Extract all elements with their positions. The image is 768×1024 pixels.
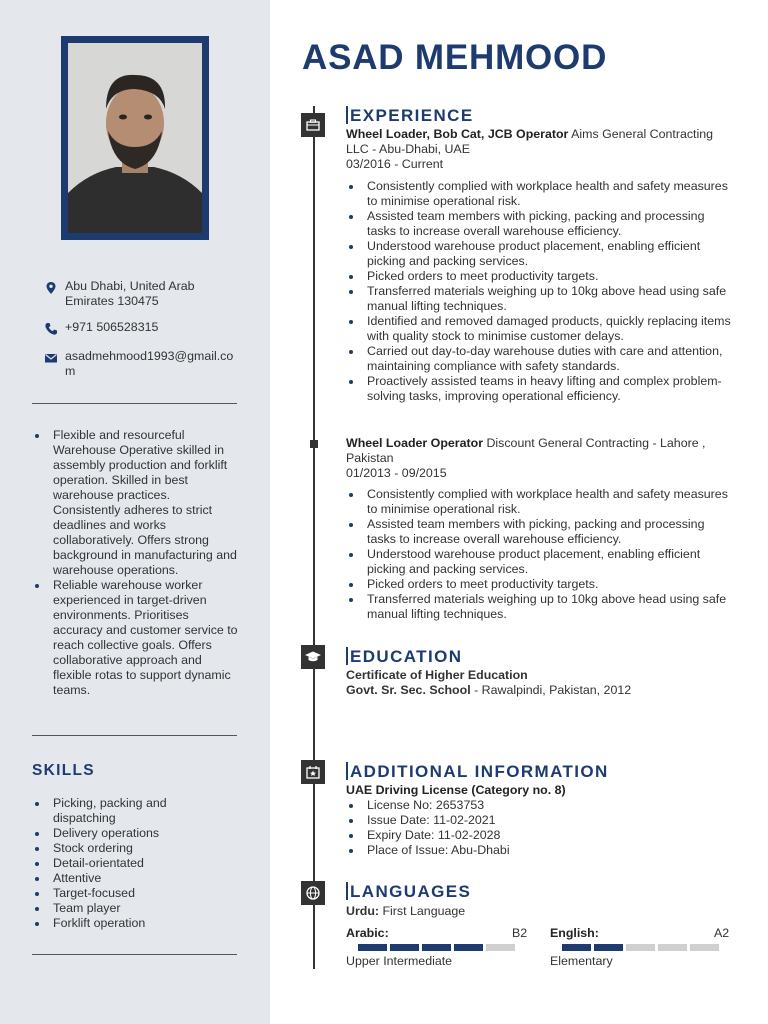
native-language-name: Urdu:: [346, 904, 380, 918]
job-entry-2: [346, 436, 706, 481]
sidebar-divider: [32, 735, 237, 736]
timeline-line: [313, 106, 315, 969]
summary-item: Flexible and resourceful Warehouse Operative skilled in assembly production and forklift operation. Skilled in best warehouse practices. Consistently adheres to strict deadlines and works collaboratively. Offers strong background in manufacturing and warehouse operations.: [32, 428, 240, 578]
language-name-arabic: Arabic:: [346, 926, 389, 940]
job-dates: 03/2016 - Current: [346, 157, 444, 171]
skill-item: Forklift operation: [32, 916, 222, 931]
timeline-marker: [310, 440, 318, 448]
duty-item: Understood warehouse product placement, enabling efficient picking and packing services.: [346, 547, 731, 577]
skill-item: Attentive: [32, 871, 222, 886]
languages-heading: LANGUAGES: [346, 882, 471, 902]
job-dates: 01/2013 - 09/2015: [346, 466, 447, 480]
license-detail-item: License No: 2653753: [346, 798, 646, 813]
skills-heading: SKILLS: [32, 762, 95, 779]
skill-item: Target-focused: [32, 886, 222, 901]
language-meter-segment: [486, 944, 515, 951]
native-language: [346, 904, 726, 919]
language-meter-arabic: [358, 944, 515, 951]
native-language-level: First Language: [379, 904, 466, 918]
license-detail-item: Issue Date: 11-02-2021: [346, 813, 646, 828]
email-text[interactable]: asadmehmood1993@gmail.com: [65, 349, 234, 378]
job-company: Discount General Contracting - Lahore , Pakistan: [346, 436, 706, 465]
globe-icon: [301, 881, 325, 905]
job-entry-1: [346, 127, 716, 172]
duty-item: Transferred materials weighing up to 10kg above head using safe manual lifting techniques.: [346, 284, 731, 314]
duty-item: Understood warehouse product placement, enabling efficient picking and packing services.: [346, 239, 731, 269]
education-heading: EDUCATION: [346, 647, 462, 667]
language-desc-arabic: Upper Intermediate: [346, 954, 453, 968]
summary-item: Reliable warehouse worker experienced in target-driven environments. Prioritises accuracy and customer service to reach collective goals. Offers collaborative approach and flexible rotas to support dynamic teams.: [32, 578, 240, 698]
job-title: Wheel Loader Operator: [346, 436, 484, 450]
calendar-badge-icon: [301, 760, 325, 784]
phone-icon: [44, 322, 58, 336]
job-title: Wheel Loader, Bob Cat, JCB Operator: [346, 127, 569, 141]
license-detail-item: Expiry Date: 11-02-2028: [346, 828, 646, 843]
language-meter-segment: [358, 944, 387, 951]
language-desc-english: Elementary: [550, 954, 613, 968]
skill-item: Delivery operations: [32, 826, 222, 841]
duty-item: Picked orders to meet productivity targets.: [346, 269, 731, 284]
duty-item: Picked orders to meet productivity targets.: [346, 577, 731, 592]
language-meter-segment: [594, 944, 623, 951]
school-details: - Rawalpindi, Pakistan, 2012: [470, 683, 632, 697]
license-detail-item: Place of Issue: Abu-Dhabi: [346, 843, 646, 858]
candidate-name: ASAD MEHMOOD: [302, 38, 608, 77]
degree-title: Certificate of Higher Education: [346, 668, 528, 682]
duty-item: Assisted team members with picking, packing and processing tasks to increase overall warehouse efficiency.: [346, 209, 731, 239]
language-meter-english: [562, 944, 719, 951]
job-company: Aims General Contracting LLC - Abu-Dhabi, UAE: [346, 127, 714, 156]
duty-item: Consistently complied with workplace health and safety measures to minimise operational risk.: [346, 179, 731, 209]
license-details: [346, 798, 646, 858]
duty-item: Assisted team members with picking, packing and processing tasks to increase overall warehouse efficiency.: [346, 517, 731, 547]
language-meter-segment: [658, 944, 687, 951]
language-meter-segment: [626, 944, 655, 951]
sidebar: [0, 0, 270, 1024]
language-level-english: A2: [714, 926, 730, 940]
language-meter-segment: [690, 944, 719, 951]
job-2-duties: [346, 487, 731, 622]
skill-item: Team player: [32, 901, 222, 916]
duty-item: Transferred materials weighing up to 10kg above head using safe manual lifting techniques.: [346, 592, 731, 622]
school-name: Govt. Sr. Sec. School: [346, 683, 471, 697]
phone-text[interactable]: +971 506528315: [65, 320, 159, 334]
sidebar-divider: [32, 403, 237, 404]
duty-item: Identified and removed damaged products, quickly replacing items with quality stock to minimise customer delays.: [346, 314, 731, 344]
language-meter-segment: [562, 944, 591, 951]
sidebar-divider: [32, 954, 237, 955]
briefcase-icon: [301, 113, 325, 137]
experience-heading: EXPERIENCE: [346, 106, 474, 126]
skills-list: [32, 796, 222, 931]
duty-item: Consistently complied with workplace health and safety measures to minimise operational risk.: [346, 487, 731, 517]
skill-item: Picking, packing and dispatching: [32, 796, 222, 826]
location-pin-icon: [44, 281, 58, 295]
license-title: UAE Driving License (Category no. 8): [346, 783, 566, 797]
additional-info-heading: ADDITIONAL INFORMATION: [346, 762, 609, 782]
skill-item: Detail-orientated: [32, 856, 222, 871]
duty-item: Proactively assisted teams in heavy lifting and complex problem-solving tasks, improving operational efficiency.: [346, 374, 731, 404]
envelope-icon: [44, 351, 58, 365]
language-meter-segment: [454, 944, 483, 951]
profile-photo-frame: [61, 36, 209, 240]
duty-item: Carried out day-to-day warehouse duties with care and attention, maintaining compliance with safety standards.: [346, 344, 731, 374]
summary-list: [32, 428, 240, 698]
address-text: Abu Dhabi, United Arab Emirates 130475: [65, 279, 195, 308]
job-1-duties: [346, 179, 731, 404]
education-entry: [346, 668, 726, 698]
profile-photo: [68, 43, 202, 233]
skill-item: Stock ordering: [32, 841, 222, 856]
language-level-arabic: B2: [512, 926, 528, 940]
language-meter-segment: [422, 944, 451, 951]
language-meter-segment: [390, 944, 419, 951]
graduation-cap-icon: [301, 645, 325, 669]
language-name-english: English:: [550, 926, 599, 940]
portrait-image: [68, 43, 202, 233]
